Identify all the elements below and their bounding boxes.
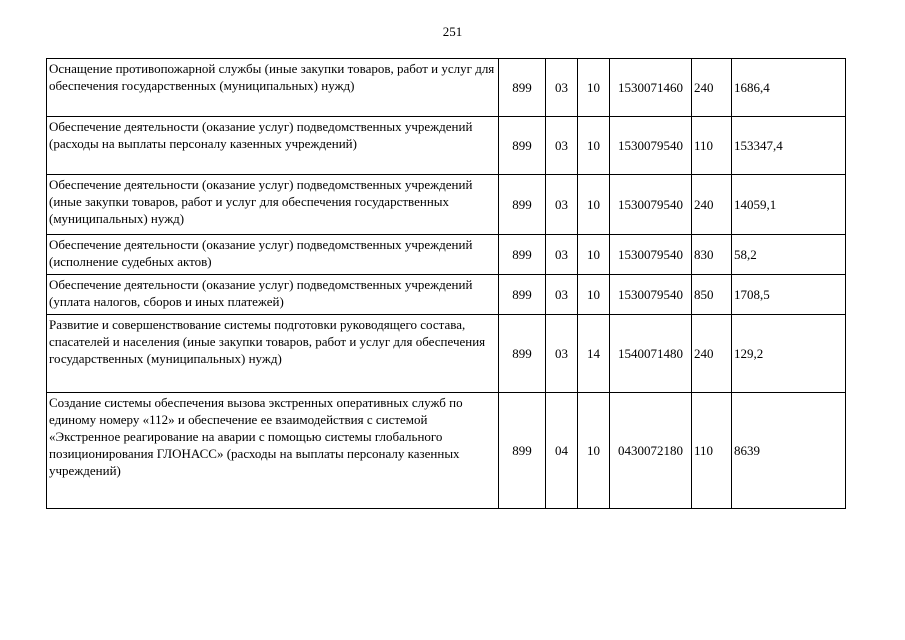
table-row <box>47 393 846 509</box>
subsection-code: 14 <box>578 315 610 393</box>
row-description: Обеспечение деятельности (оказание услуг) подведомственных учреждений (уплата налогов, сборов и иных платежей) <box>47 275 499 315</box>
expense-type-code: 240 <box>692 59 732 117</box>
expense-type-code: 110 <box>692 393 732 509</box>
amount-value: 1708,5 <box>732 275 846 315</box>
ministry-code: 899 <box>499 235 546 275</box>
row-description: Обеспечение деятельности (оказание услуг) подведомственных учреждений (исполнение судебных актов) <box>47 235 499 275</box>
section-code: 03 <box>546 117 578 175</box>
amount-value: 129,2 <box>732 315 846 393</box>
ministry-code: 899 <box>499 315 546 393</box>
amount-value: 14059,1 <box>732 175 846 235</box>
amount-value: 153347,4 <box>732 117 846 175</box>
subsection-code: 10 <box>578 175 610 235</box>
expense-type-code: 240 <box>692 175 732 235</box>
target-article-code: 1530079540 <box>610 235 692 275</box>
target-article-code: 1530079540 <box>610 117 692 175</box>
table-row <box>47 315 846 393</box>
target-article-code: 1530079540 <box>610 275 692 315</box>
subsection-code: 10 <box>578 393 610 509</box>
row-description: Создание системы обеспечения вызова экстренных оперативных служб по единому номеру «112» и обеспечение ее взаимодействия с системой «Экстренное реагирование на аварии с помощью системы глобального позиционирования ГЛОНАСС» (расходы на выплаты персоналу казенных учреждений) <box>47 393 499 509</box>
table-row <box>47 117 846 175</box>
table-row <box>47 59 846 117</box>
subsection-code: 10 <box>578 117 610 175</box>
row-description: Оснащение противопожарной службы (иные закупки товаров, работ и услуг для обеспечения государственных (муниципальных) нужд) <box>47 59 499 117</box>
amount-value: 8639 <box>732 393 846 509</box>
section-code: 03 <box>546 315 578 393</box>
section-code: 04 <box>546 393 578 509</box>
expense-type-code: 110 <box>692 117 732 175</box>
budget-table <box>46 58 846 509</box>
row-description: Обеспечение деятельности (оказание услуг) подведомственных учреждений (иные закупки товаров, работ и услуг для обеспечения государственных (муниципальных) нужд) <box>47 175 499 235</box>
subsection-code: 10 <box>578 59 610 117</box>
ministry-code: 899 <box>499 393 546 509</box>
page-number: 251 <box>442 24 463 39</box>
section-code: 03 <box>546 235 578 275</box>
section-code: 03 <box>546 59 578 117</box>
target-article-code: 0430072180 <box>610 393 692 509</box>
table-row <box>47 235 846 275</box>
row-description: Развитие и совершенствование системы подготовки руководящего состава, спасателей и населения (иные закупки товаров, работ и услуг для обеспечения государственных (муниципальных) нужд) <box>47 315 499 393</box>
target-article-code: 1530079540 <box>610 175 692 235</box>
target-article-code: 1540071480 <box>610 315 692 393</box>
amount-value: 58,2 <box>732 235 846 275</box>
expense-type-code: 240 <box>692 315 732 393</box>
subsection-code: 10 <box>578 275 610 315</box>
section-code: 03 <box>546 275 578 315</box>
ministry-code: 899 <box>499 117 546 175</box>
expense-type-code: 850 <box>692 275 732 315</box>
target-article-code: 1530071460 <box>610 59 692 117</box>
amount-value: 1686,4 <box>732 59 846 117</box>
subsection-code: 10 <box>578 235 610 275</box>
expense-type-code: 830 <box>692 235 732 275</box>
ministry-code: 899 <box>499 59 546 117</box>
table-row <box>47 175 846 235</box>
table-row <box>47 275 846 315</box>
ministry-code: 899 <box>499 175 546 235</box>
ministry-code: 899 <box>499 275 546 315</box>
row-description: Обеспечение деятельности (оказание услуг) подведомственных учреждений (расходы на выплаты персоналу казенных учреждений) <box>47 117 499 175</box>
section-code: 03 <box>546 175 578 235</box>
